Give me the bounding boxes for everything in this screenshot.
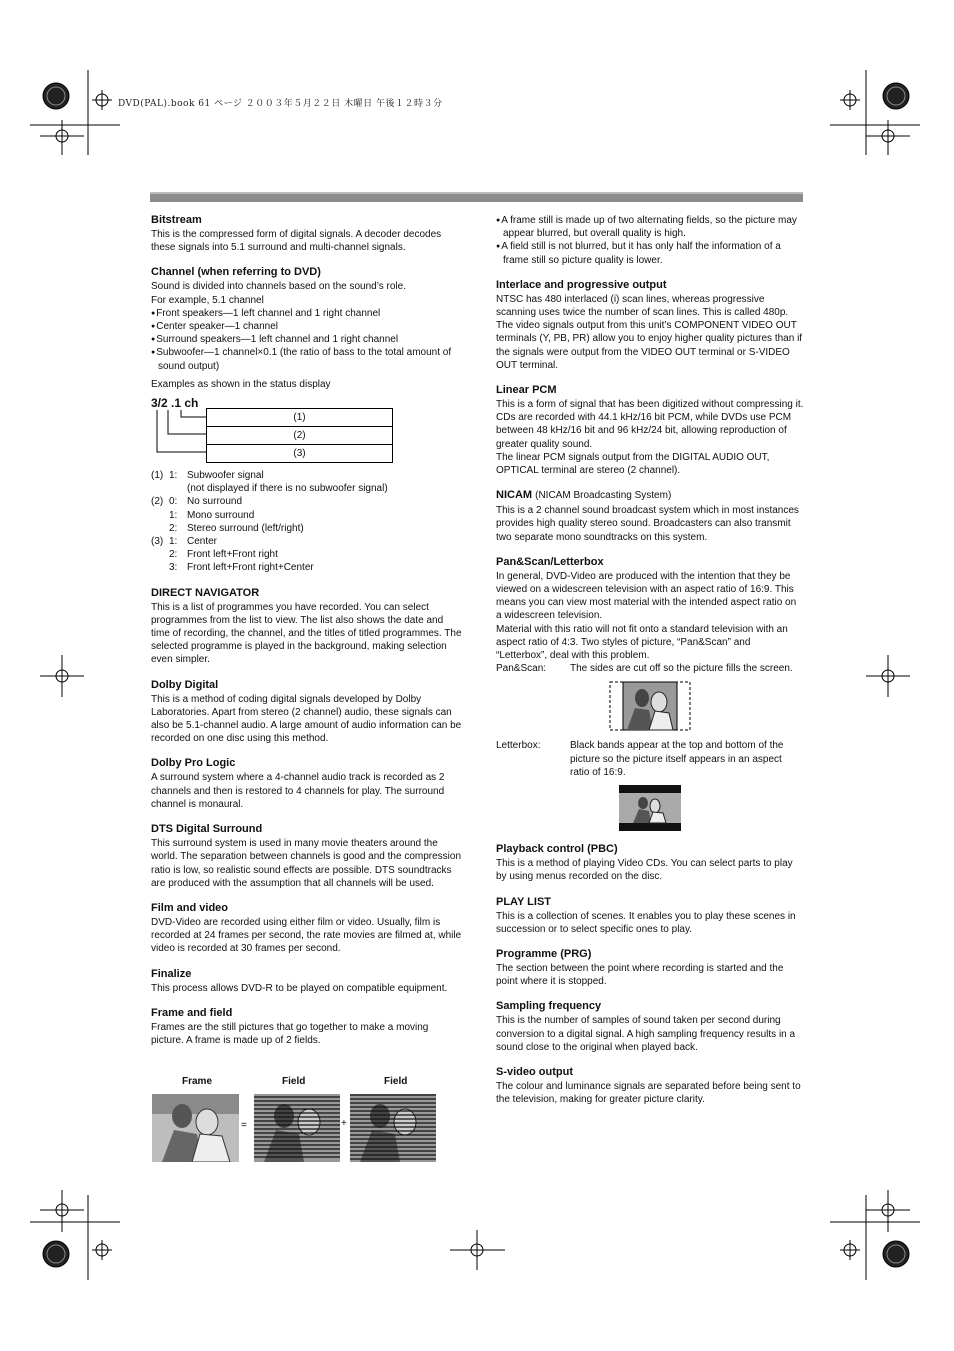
diagram-box-1 (206, 408, 393, 427)
section-dolby-pro-logic (151, 756, 463, 811)
print-header: DVD(PAL).book 61 ページ ２００３年５月２２日 木曜日 午後１２時３分 (118, 99, 443, 109)
body-lpcm-2: The linear PCM signals output from the DIGITAL AUDIO OUT, OPTICAL terminal are stereo (2 channel). (496, 451, 770, 477)
heading-dolby-digital: Dolby Digital (151, 678, 219, 691)
diagram-box-3 (206, 444, 393, 463)
field-image-1 (254, 1094, 340, 1162)
body-pan-2: Material with this ratio will not fit onto a standard television with an aspect ratio of 4:3. Two styles of picture, “Pan&Scan” and “Letterbox”, deal with this problem. (496, 623, 788, 662)
body-playlist: This is a collection of scenes. It enables you to play these scenes in succession or to select specific ones to play. (496, 910, 796, 935)
nicam-subtitle: (NICAM Broadcasting System) (535, 490, 672, 502)
diagram-title: 3/2 .1 ch (151, 396, 199, 411)
legend-row: (1) 1: Subwoofer signal (151, 470, 264, 482)
body-dolby-digital: This is a method of coding digital signals developed by Dolby Laboratories. Apart from stereo (2 channel) audio, these signals can also be 5.1-channel audio. A large amount of audio information can be recorded on one disc using this method. (151, 693, 462, 745)
body-finalize: This process allows DVD-R to be played on compatible equipment. (151, 982, 448, 994)
panscan-image (609, 681, 691, 731)
channel-bullet: ● Subwoofer—1 channel×0.1 (the ratio of bass to the total amount of sound output) (151, 346, 463, 372)
section-nicam (496, 488, 804, 544)
section-film-video (151, 901, 463, 956)
body-svideo: The colour and luminance signals are separated before being sent to the television, making for greater picture clarity. (496, 1080, 801, 1106)
frame-bullet: ● A field still is not blurred, but it has only half the information of a frame still so picture quality is lower. (496, 240, 804, 266)
channel-examples: Examples as shown in the status display (151, 378, 331, 390)
label-field-2: Field (384, 1076, 408, 1087)
legend-row: 1: Mono surround (169, 509, 255, 521)
heading-lpcm: Linear PCM (496, 384, 557, 397)
equals-sign: = (241, 1120, 247, 1131)
heading-direct-navigator: DIRECT NAVIGATOR (151, 586, 260, 599)
left-column (151, 213, 463, 1058)
label-frame: Frame (182, 1076, 213, 1087)
frame-field-figure (152, 1076, 442, 1166)
diagram-label: (2) (293, 430, 306, 442)
channel-bullet: ● Surround speakers—1 left channel and 1 right channel (151, 333, 463, 346)
heading-playlist: PLAY LIST (496, 895, 552, 908)
section-finalize (151, 967, 463, 995)
legend-row: (2) 0: No surround (151, 496, 243, 508)
heading-bitstream: Bitstream (151, 214, 202, 226)
section-playlist (496, 895, 804, 936)
plus-sign: + (341, 1118, 347, 1129)
section-dolby-digital (151, 678, 463, 746)
frame-bullet: ● A frame still is made up of two alternating fields, so the picture may appear blurred, but overall quality is high. (496, 214, 804, 240)
heading-sampling: Sampling frequency (496, 1000, 602, 1013)
section-dts (151, 822, 463, 890)
section-svideo (496, 1065, 804, 1106)
legend-row: (not displayed if there is no subwoofer signal) (187, 483, 388, 495)
label-field-1: Field (282, 1076, 306, 1087)
channel-line: Sound is divided into channels based on the sound’s role. (151, 281, 406, 293)
section-lpcm (496, 383, 804, 477)
letterbox-row (496, 739, 804, 779)
section-frame-bullets (496, 214, 804, 267)
nicam-title: NICAM (496, 489, 533, 502)
body-interlace: NTSC has 480 interlaced (i) scan lines, whereas progressive scanning uses twice the number of scan lines. This is called 480p. The video signals output from this unit’s COMPONENT VIDEO OUT terminals (Y, PB, PR) allow you to enjoy higher quality pictures than if the signals were output from the VIDEO OUT terminal or S-VIDEO OUT terminal. (496, 293, 803, 371)
channel-legend (151, 469, 463, 575)
letterbox-image (619, 785, 681, 831)
section-pbc (496, 842, 804, 883)
diagram-label: (3) (293, 448, 306, 460)
diagram-box-2 (206, 426, 393, 445)
channel-bullet: ● Front speakers—1 left channel and 1 right channel (151, 307, 463, 320)
letterbox-text: Black bands appear at the top and bottom of the picture so the picture itself appears in an aspect ratio of 16:9. (570, 740, 784, 778)
body-dolby-pro-logic: A surround system where a 4-channel audio track is recorded as 2 channels and then is restored to 4 channels for play. The surround channel is monaural. (151, 772, 445, 810)
body-direct-navigator: This is a list of programmes you have recorded. You can select programmes from the list to view. The list also shows the date and time of recording, the channel, and the titles of titled programmes. The selected programme is played in the background, making selection even simpler. (151, 601, 462, 666)
heading-film-video: Film and video (151, 901, 229, 914)
body-dts: This surround system is used in many movie theaters around the world. The separation between channels is good and the compression ratio is low, so realistic sound effects are possible. DTS soundtracks are produced with the assumption that all channels will be used. (151, 838, 462, 889)
heading-dts: DTS Digital Surround (151, 823, 263, 836)
legend-row: 2: Stereo surround (left/right) (169, 522, 304, 534)
heading-nicam (496, 488, 804, 503)
section-interlace (496, 278, 804, 372)
section-frame-field (151, 1006, 463, 1047)
heading-svideo: S-video output (496, 1065, 573, 1078)
body-frame-field: Frames are the still pictures that go together to make a moving picture. A frame is made up of 2 fields. (151, 1021, 429, 1046)
heading-frame-field: Frame and field (151, 1006, 233, 1019)
field-image-2 (350, 1094, 436, 1162)
body-pan-1: In general, DVD-Video are produced with the intention that they be viewed on a widescreen television with an aspect ratio of 16:9. This means you can view most material with the intended aspect ratio on a widescreen television. (496, 570, 797, 622)
channel-line: For example, 5.1 channel (151, 294, 264, 306)
section-direct-navigator (151, 586, 463, 667)
section-prg (496, 947, 804, 988)
heading-finalize: Finalize (151, 967, 192, 980)
section-channel (151, 265, 463, 574)
channel-diagram (151, 396, 396, 460)
heading-interlace: Interlace and progressive output (496, 278, 667, 291)
heading-pbc: Playback control (PBC) (496, 843, 618, 856)
section-sampling (496, 999, 804, 1054)
body-prg: The section between the point where recording is started and the point where it is stopped. (496, 962, 784, 988)
body-nicam: This is a 2 channel sound broadcast system which in most instances provides high quality stereo sound. Broadcasters can also transmit two separate mono soundtracks on this system. (496, 505, 799, 543)
panscan-key: Pan&Scan: (496, 663, 547, 675)
heading-dolby-pro-logic: Dolby Pro Logic (151, 757, 236, 770)
diagram-label: (1) (293, 412, 306, 424)
heading-prg: Programme (PRG) (496, 947, 592, 960)
header-rule (150, 192, 803, 202)
legend-row: 2: Front left+Front right (169, 549, 278, 561)
frame-image (152, 1094, 239, 1162)
section-pan-scan (496, 555, 804, 831)
body-bitstream: This is the compressed form of digital signals. A decoder decodes these signals into 5.1 surround and multi-channel signals. (151, 229, 442, 254)
body-sampling: This is the number of samples of sound taken per second during conversion to a digital signal. A high sampling frequency results in a sound close to the original when played back. (496, 1015, 796, 1053)
heading-channel: Channel (when referring to DVD) (151, 266, 321, 279)
panscan-text: The sides are cut off so the picture fills the screen. (570, 663, 793, 675)
letterbox-key: Letterbox: (496, 740, 541, 752)
channel-bullet: ● Center speaker—1 channel (151, 320, 463, 333)
heading-pan-scan: Pan&Scan/Letterbox (496, 555, 604, 568)
right-column (496, 214, 804, 1117)
legend-row: (3) 1: Center (151, 536, 218, 548)
panscan-row (496, 662, 804, 675)
body-film-video: DVD-Video are recorded using either film or video. Usually, film is recorded at 24 frames per second, the rate movies are filmed at, while video is recorded at 30 frames per second. (151, 916, 462, 955)
body-pbc: This is a method of playing Video CDs. You can select parts to play by using menus recorded on the disc. (496, 858, 793, 883)
legend-row: 3: Front left+Front right+Center (169, 562, 314, 574)
section-bitstream (151, 213, 463, 254)
body-lpcm-1: This is a form of signal that has been digitized without compressing it. CDs are recorded with 44.1 kHz/16 bit PCM, while DVDs use PCM between 48 kHz/16 bit and 96 kHz/24 bit, allowing reproduction of greater quality sound. (496, 399, 804, 450)
